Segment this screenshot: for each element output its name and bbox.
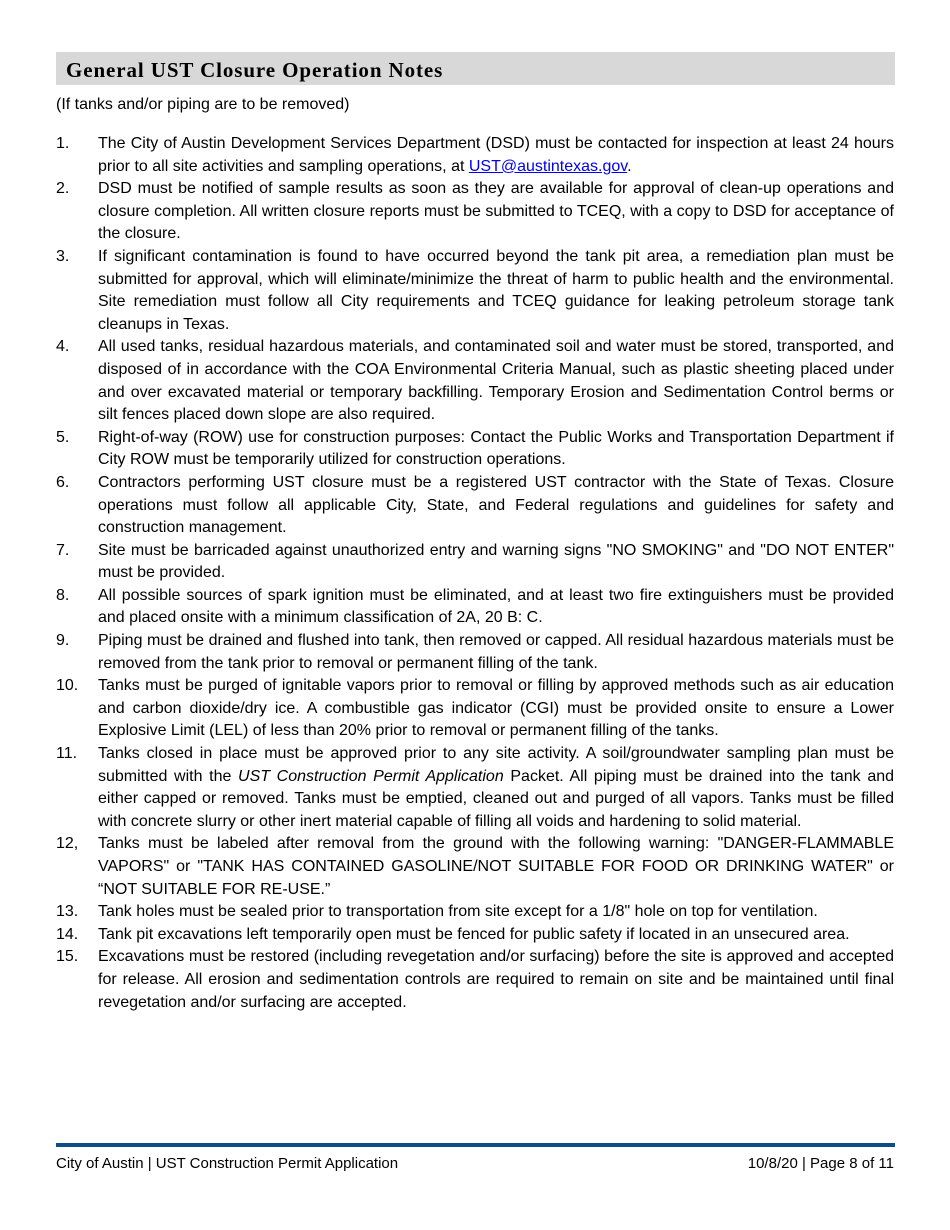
note-number: 3. (56, 247, 70, 265)
note-text-part: . (627, 157, 632, 175)
note-item (56, 833, 894, 901)
note-item (56, 743, 894, 833)
note-text: Tank pit excavations left temporarily open must be fenced for public safety if located in an unsecured area. (98, 925, 850, 943)
note-item (56, 246, 894, 336)
closure-notes-list (56, 133, 894, 1014)
footer-page-info: 10/8/20 | Page 8 of 11 (747, 1155, 894, 1172)
permit-application-title: UST Construction Permit Application (238, 767, 504, 785)
footer-divider (56, 1143, 895, 1147)
note-item (56, 675, 894, 743)
note-text-part: The City of Austin Development Services Department (DSD) must be contacted for inspection at least 24 hours prior to all site activities and sampling operations, at (98, 135, 894, 175)
note-item (56, 472, 894, 540)
note-text: DSD must be notified of sample results as soon as they are available for approval of clean-up operations and closure completion. All written closure reports must be submitted to TCEQ, with a copy to DSD for acceptance of the closure. (98, 180, 894, 243)
note-number: 9. (56, 632, 70, 650)
note-number: 14. (56, 925, 79, 943)
note-item (56, 924, 894, 947)
note-text (98, 743, 894, 833)
note-item (56, 585, 894, 630)
note-item (56, 901, 894, 924)
note-number: 8. (56, 586, 70, 604)
note-number: 15. (56, 948, 79, 966)
note-text: Site must be barricaded against unauthorized entry and warning signs "NO SMOKING" and "DO NOT ENTER" must be provided. (98, 541, 894, 582)
note-text-part: Tanks closed in place must be approved prior to any site activity. A soil/groundwater sampling plan must be submitted with the (98, 745, 894, 785)
note-text: Contractors performing UST closure must be a registered UST contractor with the State of Texas. Closure operations must follow all applicable City, State, and Federal regulations and guidelines for safety and construction management. (98, 473, 894, 537)
note-number: 1. (56, 135, 70, 152)
note-number: 7. (56, 541, 70, 559)
note-number: 13. (56, 903, 79, 921)
note-number: 12, (56, 835, 79, 853)
note-text: Right-of-way (ROW) use for construction purposes: Contact the Public Works and Transportation Department if City ROW must be temporarily utilized for construction operations. (98, 428, 894, 469)
note-text: If significant contamination is found to have occurred beyond the tank pit area, a remediation plan must be submitted for approval, which will eliminate/minimize the threat of harm to public health and the environmental. Site remediation must follow all City requirements and TCEQ guidance for leaking petroleum storage tank cleanups in Texas. (98, 247, 894, 333)
note-item (56, 540, 894, 585)
note-item (56, 946, 894, 1014)
note-text: Tanks must be purged of ignitable vapors prior to removal or filling by approved methods such as air education and carbon dioxide/dry ice. A combustible gas indicator (CGI) must be provided onsite to ensure a Lower Explosive Limit (LEL) of less than 20% prior to removal or permanent filling of the tanks. (98, 677, 894, 740)
note-item (56, 178, 894, 246)
note-number: 2. (56, 180, 70, 198)
email-link[interactable]: UST@austintexas.gov (468, 157, 628, 175)
note-text: All possible sources of spark ignition must be eliminated, and at least two fire extinguishers must be provided and placed onsite with a minimum classification of 2A, 20 B: C. (98, 586, 894, 627)
footer-document-title: City of Austin | UST Construction Permit Application (56, 1155, 399, 1172)
note-text: All used tanks, residual hazardous materials, and contaminated soil and water must be stored, transported, and disposed of in accordance with the COA Environmental Criteria Manual, such as plastic sheeting placed under and over excavated material or temporary backfilling. Temporary Erosion and Sedimentation Control berms or silt fences placed down slope are also required. (98, 338, 894, 424)
note-text: Piping must be drained and flushed into tank, then removed or capped. All residual hazardous materials must be removed from the tank prior to removal or permanent filling of the tank. (98, 632, 894, 672)
note-item (56, 133, 894, 178)
section-title: General UST Closure Operation Notes (66, 58, 444, 82)
note-item (56, 630, 894, 675)
note-text (98, 133, 894, 178)
note-item (56, 336, 894, 426)
note-number: 6. (56, 473, 70, 491)
note-text: Tanks must be labeled after removal from the ground with the following warning: "DANGER-FLAMMABLE VAPORS" or "TANK HAS CONTAINED GASOLINE/NOT SUITABLE FOR FOOD OR DRINKING WATER" or “NOT SUITABLE FOR RE-USE.” (98, 835, 894, 898)
note-number: 4. (56, 338, 70, 356)
note-number: 11. (56, 745, 78, 763)
note-number: 5. (56, 428, 70, 446)
note-text-part: Packet. All piping must be drained into the tank and either capped or removed. Tanks must be emptied, cleaned out and purged of all vapors. Tanks must be filled with concrete slurry or other inert material capable of filling all voids and hardening to solid material. (98, 767, 895, 830)
note-item (56, 427, 894, 472)
section-subtitle: (If tanks and/or piping are to be removed) (56, 96, 350, 113)
note-text: Tank holes must be sealed prior to transportation from site except for a 1/8" hole on top for ventilation. (98, 903, 818, 921)
note-text: Excavations must be restored (including revegetation and/or surfacing) before the site is approved and accepted for release. All erosion and sedimentation controls are required to remain on site and be maintained until final revegetation and/or surfacing are accepted. (98, 948, 894, 1011)
section-header (56, 52, 895, 85)
note-number: 10. (56, 677, 79, 695)
